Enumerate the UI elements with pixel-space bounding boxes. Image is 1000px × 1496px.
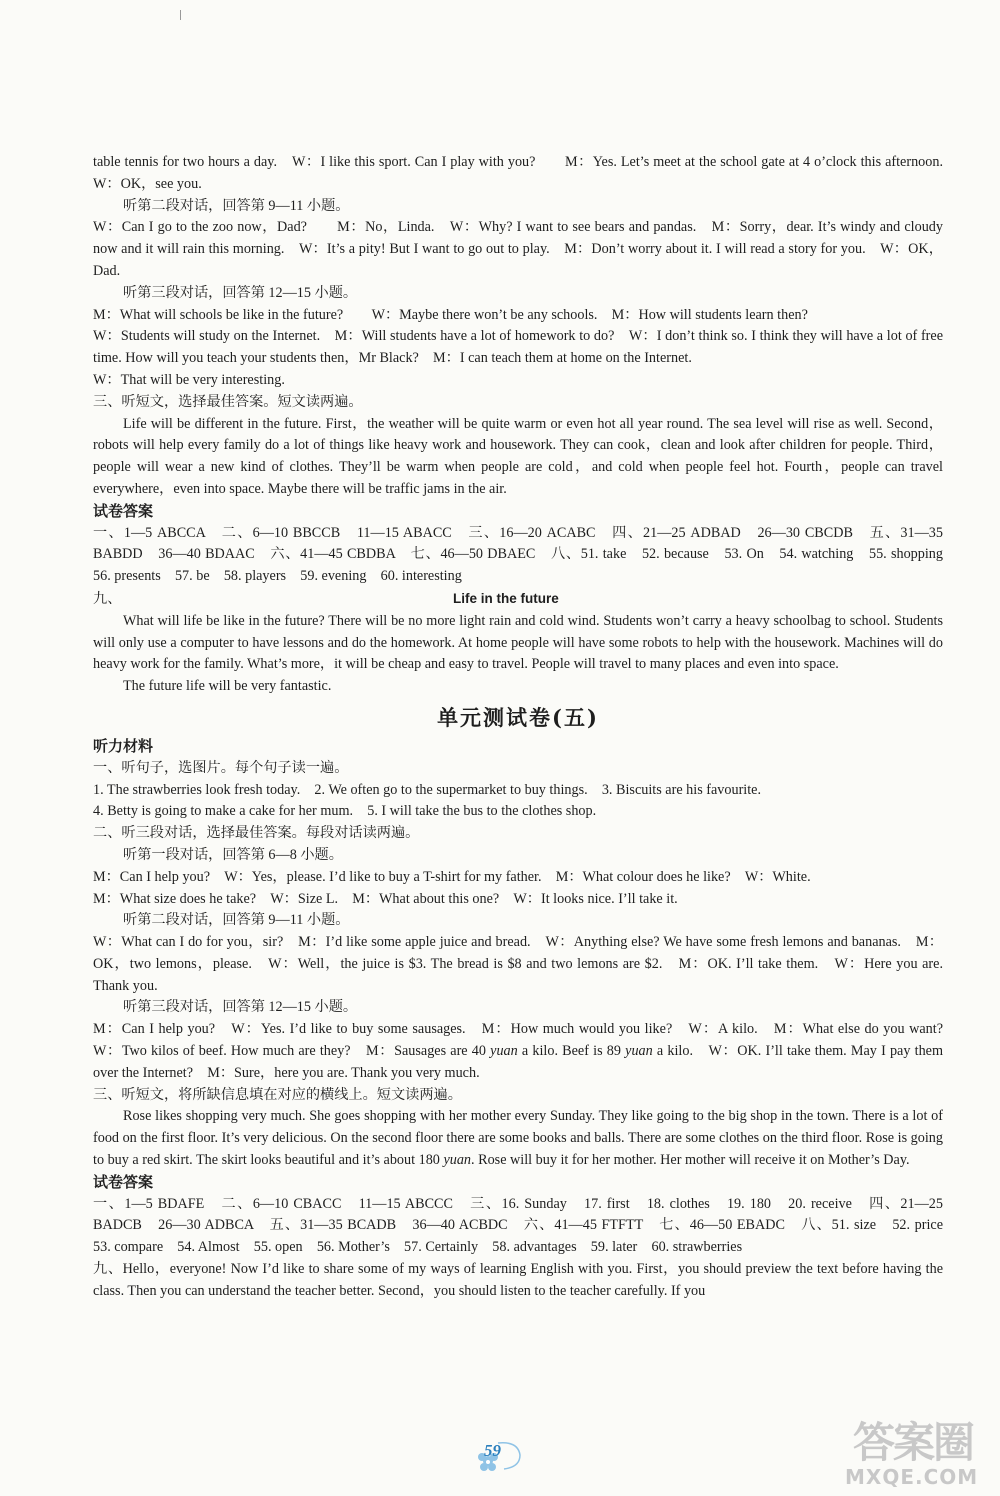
answers-heading-2: 试卷答案 (93, 1173, 154, 1191)
text-run: . Rose will buy it for her mother. Her mother will receive it on Mother’s Day. (471, 1152, 910, 1169)
unit5-section-1-line-1: 1. The strawberries look fresh today. 2. We often go to the supermarket to buy things. 3. Biscuits are his favourite. (93, 781, 762, 798)
essay-2-text: 九、Hello，everyone! Now I’d like to share some of my ways of learning English with you. First，you should preview the text before having the class. Then you can understand the teacher better. Second，you should listen to the teacher carefully. If you (93, 1261, 943, 1299)
unit5-section-3-heading: 三、听短文，将所缺信息填在对应的横线上。短文读两遍。 (93, 1086, 462, 1103)
unit5-dialogue-2-heading: 听第二段对话，回答第 9—11 小题。 (123, 912, 350, 929)
answer-page (93, 152, 958, 1303)
answers-1: 一、1—5 ABCCA 二、6—10 BBCCB 11—15 ABACC 三、16—20 ACABC 四、21—25 ADBAD 26—30 CBCDB 五、31—35 BABDD 36—40 BDAAC 六、41—45 CBDBA 七、46—50 DBAEC 八、51. take 52. because 53. On 54. watching 55. shopping 56. presents 57. be 58. players 59. evening 60. interesting (93, 524, 958, 585)
answers-2: 一、1—5 BDAFE 二、6—10 CBACC 11—15 ABCCC 三、16. Sunday 17. first 18. clothes 19. 180 20. receive 四、21—25 BADCB 26—30 ADBCA 五、31—35 BCADB 36—40 ACBDC 六、41—45 FTFTT 七、46—50 EBADC 八、51. size 52. price 53. compare 54. Almost 55. open 56. Mother’s 57. Certainly 58. advantages 59. later 60. strawberries (93, 1195, 958, 1256)
essay-1-paragraph-2: The future life will be very fantastic. (123, 678, 332, 695)
yuan-word: yuan (490, 1043, 518, 1060)
answers-heading-1: 试卷答案 (93, 502, 154, 520)
essay-1-heading-row (93, 588, 943, 611)
unit5-section-1-heading: 一、听句子，选图片。每个句子读一遍。 (93, 759, 349, 776)
dialogue-3-line-3: W：That will be very interesting. (93, 371, 285, 388)
unit5-section-2-heading: 二、听三段对话，选择最佳答案。每段对话读两遍。 (93, 825, 420, 842)
dialogue-2-heading: 听第二段对话，回答第 9—11 小题。 (123, 197, 350, 214)
text-run: a kilo. Beef is 89 (517, 1043, 626, 1060)
unit5-section-3-passage (93, 1106, 943, 1171)
yuan-word: yuan (625, 1043, 653, 1060)
section-3-passage: Life will be different in the future. First，the weather will be quite warm or even hot all year round. The sea level will rise as well. Second，robots will help every family do a lot of things like heavy work and housework. They can cook，clean and look after children for people. Third，people will wear a new kind of clothes. They’ll be warm when people are cold，and cold when people feel hot. Fourth，people can travel everywhere，even into space. Maybe there will be traffic jams in the air. (93, 415, 943, 497)
essay-1-paragraph-1: What will life be like in the future? There will be no more light rain and cold wind. Students won’t carry a heavy schoolbag to school. Students will only use a computer to have lessons and do the homework. At home people will have some robots to help with the housework. Machines will do heavy work for the family. What’s more，it will be cheap and easy to travel. People will travel to many places and even into space. (93, 612, 943, 673)
unit5-dialogue-3-text (93, 1019, 958, 1084)
unit5-dialogue-2-text: W：What can I do for you，sir? M：I’d like some apple juice and bread. W：Anything else? We have some fresh lemons and bananas. M：OK，two lemons，please. W：Well，the juice is $3. The bread is $8 and two lemons are $2. M：OK. I’ll take them. W：Here you are. Thank you. (93, 934, 943, 994)
unit-title: 单元测试卷(五) (437, 704, 599, 730)
dialogue-3-line-1: M：What will schools be like in the future? W：Maybe there won’t be any schools. M：How will students learn then? (93, 306, 808, 323)
page-number-badge (470, 1437, 530, 1473)
dialogue-3-heading: 听第三段对话，回答第 12—15 小题。 (123, 284, 358, 301)
essay-1-title: Life in the future (453, 590, 559, 606)
unit5-dialogue-1-text: M：Can I help you? W：Yes，please. I’d like to buy a T-shirt for my father. M：What colour does he like? W：White. (93, 868, 811, 885)
unit5-section-1-line-2: 4. Betty is going to make a cake for her mum. 5. I will take the bus to the clothes shop. (93, 803, 597, 820)
section-3-heading: 三、听短文，选择最佳答案。短文读两遍。 (93, 393, 363, 410)
dialogue-continuation: table tennis for two hours a day. W：I like this sport. Can I play with you? M：Yes. Let’s meet at the school gate at 4 o’clock this afternoon. W：OK，see you. (93, 154, 958, 192)
unit5-dialogue-1-heading: 听第一段对话，回答第 6—8 小题。 (123, 846, 343, 863)
watermark-logo (845, 1410, 995, 1492)
text-run: a kilo. W：OK. I’ll take them. May I pay them over the Internet? M：Sure，here you are. Thank you very much. (93, 1043, 943, 1081)
dialogue-3-line-2: W：Students will study on the Internet. M：Will students have a lot of homework to do? W：I don’t think so. I think they will have a lot of free time. How will you teach your students then，Mr Black? M：I can teach them at home on the Internet. (93, 328, 943, 367)
yuan-word: yuan (443, 1152, 472, 1169)
unit5-dialogue-3-heading: 听第三段对话，回答第 12—15 小题。 (123, 999, 358, 1016)
unit5-dialogue-1-text-2: M：What size does he take? W：Size L. M：What about this one? W：It looks nice. I’ll take it. (93, 890, 678, 907)
text-run: Rose likes shopping very much. She goes shopping with her mother every Sunday. They like going to the big shop in the town. There is a lot of food on the first floor. It’s very delicious. On the second floor there are some books and balls. There are some clothes on the third floor. Rose is going to buy a red skirt. The skirt looks beautiful and it’s about 180 (93, 1108, 943, 1169)
essay-1-section-label: 九、 (93, 590, 122, 607)
scan-mark (180, 10, 181, 20)
listening-heading: 听力材料 (93, 737, 154, 755)
watermark-url: MXQE.COM (845, 1465, 979, 1489)
text-run: M：Can I help you? W：Yes. I’d like to buy some sausages. M：How much would you like? W：A kilo. M：What else do you want? W：Two kilos of beef. How much are they? M：Sausages are 40 (93, 1021, 958, 1060)
page-number: 59 (484, 1441, 501, 1460)
dialogue-2-text: W：Can I go to the zoo now，Dad? M：No，Linda. W：Why? I want to see bears and pandas. M：Sorry，dear. It’s windy and cloudy now and it will rain this morning. W：It’s a pity! But I want to go out to play. M：Don’t worry about it. I will read a story for you. W：OK，Dad. (93, 219, 943, 279)
watermark-chinese: 答案圈 (853, 1418, 974, 1467)
